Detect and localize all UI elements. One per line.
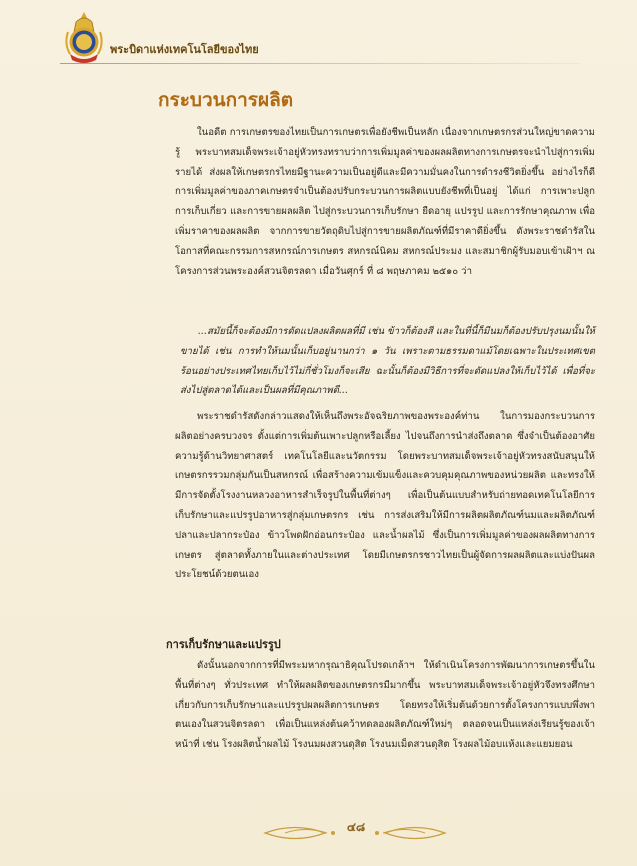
- body-paragraph: พระราชดำรัสดังกล่าวแสดงให้เห็นถึงพระอัจฉริยภาพของพระองค์ท่าน ในการมองกระบวนการผลิตอย่างครบวงจร ตั้งแต่การเพิ่มต้นเพาะปลูกหรือเลี้ยง ไปจนถึงการนำส่งถึงตลาด ซึ่งจำเป็นต้องอาศัยความรู้ด้านวิทยาศาสตร์ เทคโนโลยีและนวัตกรรม โดยพระบาทสมเด็จพระเจ้าอยู่หัวทรงสนับสนุนให้เกษตรกรรวมกลุ่มกันเป็นสหกรณ์ เพื่อสร้างความเข้มแข็งและควบคุมคุณภาพของหน่วยผลิต และทรงให้มีการจัดตั้งโรงงานหลวงอาหารสำเร็จรูปในพื้นที่ต่างๆ เพื่อเป็นต้นแบบสำหรับถ่ายทอดเทคโนโลยีการเก็บรักษาและแปรรูปอาหารสู่กลุ่มเกษตรกร เช่น การส่งเสริมให้มีการผลิตผลิตภัณฑ์นมและผลิตภัณฑ์ปลาและปลากระป๋อง ข้าวโพดฝักอ่อนกระป๋อง และน้ำผลไม้ ซึ่งเป็นการเพิ่มมูลค่าของผลผลิตทางการเกษตร สู่ตลาดทั้งภายในและต่างประเทศ โดยมีเกษตรกรชาวไทยเป็นผู้จัดการผลผลิตและแบ่งปันผลประโยชน์ด้วยตนเอง: [175, 411, 595, 581]
- royal-quote: ...สมัยนี้ก็จะต้องมีการดัดแปลงผลิตผลที่มี เช่น ข้าวก็ต้องสี และในที่นี้ก็มีนมก็ต้องปรับปรุงนมนั้นให้ขายได้ เช่น การทำให้นมนั้นเก็บอยู่นานกว่า ๑ วัน เพราะตามธรรมดาแม้โดยเฉพาะในประเทศเขตร้อนอย่างประเทศไทยเก็บไว้ไม่กี่ชั่วโมงก็จะเสีย ฉะนั้นก็ต้องมีวิธีการที่จะดัดแปลงให้เก็บไว้ได้ เพื่อที่จะส่งไปสู่ตลาดได้และเป็นผลที่มีคุณภาพดี...: [180, 326, 595, 397]
- header-divider: [60, 63, 580, 64]
- intro-paragraph: ในอดีต การเกษตรของไทยเป็นการเกษตรเพื่อยังชีพเป็นหลัก เนื่องจากเกษตรกรส่วนใหญ่ขาดความรู้ พระบาทสมเด็จพระเจ้าอยู่หัวทรงทราบว่าการเพิ่มมูลค่าของผลผลิตทางการเกษตรจะนำไปสู่การเพิ่มรายได้ ส่งผลให้เกษตรกรไทยมีฐานะความเป็นอยู่ดีและมีความมั่นคงในการดำรงชีวิตยิ่งขึ้น อย่างไรก็ดี การเพิ่มมูลค่าของภาคเกษตรจำเป็นต้องปรับกระบวนการผลิตแบบยังชีพที่เป็นอยู่ ได้แก่ การเพาะปลูก การเก็บเกี่ยว และการขายผลผลิต ไปสู่กระบวนการเก็บรักษา ยืดอายุ แปรรูป และการรักษาคุณภาพ เพื่อเพิ่มราคาของผลผลิต จากการขายวัตถุดิบไปสู่การขายผลิตภัณฑ์ที่มีราคาดียิ่งขึ้น ดังพระราชดำรัสในโอกาสที่คณะกรรมการสหกรณ์การเกษตร สหกรณ์นิคม สหกรณ์ประมง และสมาชิกผู้รับมอบเข้าเฝ้าฯ ณ โครงการส่วนพระองค์สวนจิตรลดา เมื่อวันศุกร์ ที่ ๘ พฤษภาคม ๒๕๑๐ ว่า: [175, 127, 595, 277]
- subsection-paragraph: ดังนั้นนอกจากการที่มีพระมหากรุณาธิคุณโปรดเกล้าฯ ให้ดำเนินโครงการพัฒนาการเกษตรขึ้นในพื้นที่ต่างๆ ทั่วประเทศ ทำให้ผลผลิตของเกษตรกรมีมากขึ้น พระบาทสมเด็จพระเจ้าอยู่หัวจึงทรงศึกษาเกี่ยวกับการเก็บรักษาและแปรรูปผลผลิตการเกษตร โดยทรงให้เริ่มต้นด้วยการตั้งโครงการแบบพึ่งพาตนเองในสวนจิตรลดา เพื่อเป็นแหล่งต้นคว้าทดลองผลิตภัณฑ์ใหม่ๆ ตลอดจนเป็นแหล่งเรียนรู้ของเจ้าหน้าที่ เช่น โรงผลิตน้ำผลไม้ โรงนมผงสวนดุสิต โรงนมเม็ดสวนดุสิต โรงผลไม้อบแห้งและแยมยอน: [175, 660, 595, 751]
- royal-emblem-icon: [62, 10, 106, 66]
- subsection-title: การเก็บรักษาและแปรรูป: [166, 638, 281, 651]
- section-title: กระบวนการผลิต: [158, 89, 294, 111]
- page-number: ๔๘: [346, 820, 366, 834]
- header-title: พระบิดาแห่งเทคโนโลยีของไทย: [110, 43, 259, 56]
